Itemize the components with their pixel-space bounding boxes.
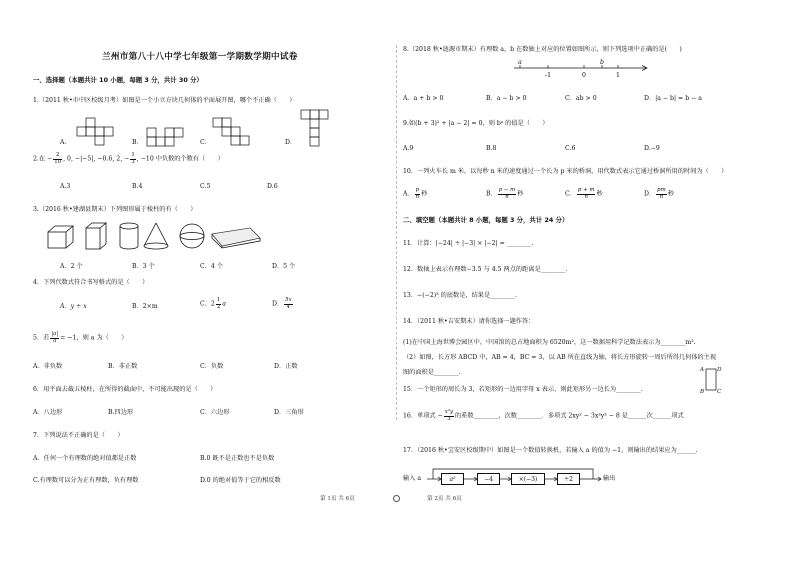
q5-option-d[interactable]: D．正数 bbox=[274, 363, 298, 370]
question-1: 1.（2011 秋•市中区校级月考）如图是一个小立方块几何体的平面展开图，哪个不正确（ ） bbox=[33, 97, 296, 104]
question-14-part-2-cont: 图的面积是________. bbox=[403, 369, 461, 376]
question-7: 7．下列说法不正确的是（ ） bbox=[33, 432, 124, 439]
q4-option-b[interactable]: B．2×m bbox=[132, 303, 158, 310]
question-16: 16．单项式 − $\frac{\text{x²y}}{3}$ 的系数________，次数________．多项式 2xy² − 3x²y³ − 8 是______次______项式 bbox=[403, 409, 684, 422]
question-2: 2.在 − $\frac{2}{10}$ , 0, −|−5|, −0.6, 2, − $\frac{1}{3}$ , −10 中负数的个数有（ ） bbox=[33, 152, 224, 165]
q1-option-b[interactable]: B． bbox=[132, 139, 143, 146]
q10-option-c[interactable]: C． $\frac{p + m}{n}$ 秒 bbox=[565, 187, 603, 200]
left-page-footer: 第 1页 共 6页 bbox=[320, 496, 355, 502]
net-figure-d bbox=[300, 108, 330, 152]
q8-option-a[interactable]: A．a + b > 0 bbox=[403, 95, 444, 102]
question-3: 3.（2016 秋•建湖县期末）下列图形属于棱柱的有（ ） bbox=[33, 206, 197, 213]
question-17: 17．（2016 秋•宝安区校级期中）如图是一个数值转换机，若输入 a 的值为 −1，则输出的结果应为______. bbox=[403, 447, 698, 454]
machine-step-minus-4: −4 bbox=[477, 473, 500, 485]
q6-option-a[interactable]: A．八边形 bbox=[33, 409, 63, 416]
q6-option-d[interactable]: D．三角形 bbox=[274, 409, 304, 416]
q3-option-d[interactable]: D．5 个 bbox=[272, 263, 296, 270]
machine-step-times-minus-3: ×(−3) bbox=[511, 473, 545, 485]
sphere-figure bbox=[178, 222, 206, 250]
q5-option-a[interactable]: A．非负数 bbox=[33, 363, 63, 370]
question-14-part-1: (1)在中国上海世博会园区中，中国馆的总占地面积为 6520m²，这一数据用科学记数法表示为________m². bbox=[403, 339, 696, 346]
q8-option-c[interactable]: C．ab > 0 bbox=[565, 95, 597, 102]
cylinder-figure bbox=[118, 221, 140, 251]
q2-option-a[interactable]: A.3 bbox=[60, 183, 71, 190]
exam-title: 兰州市第八十八中学七年级第一学期数学期中试卷 bbox=[102, 52, 298, 62]
machine-step-square: a² bbox=[441, 473, 464, 485]
number-line-label-a: a bbox=[518, 59, 522, 66]
question-13: 13．−(−2)³ 的底数是，结果是________. bbox=[403, 292, 517, 299]
machine-input-label: 输入 a bbox=[403, 475, 422, 482]
q7-option-b[interactable]: B.0 既不是正数也不是负数 bbox=[200, 455, 275, 462]
q1-option-c[interactable]: C． bbox=[200, 139, 211, 146]
question-12: 12．数轴上表示有理数−3.5 与 4.5 两点的距离是________. bbox=[403, 266, 568, 273]
number-line-tick-minus-1: -1 bbox=[544, 72, 552, 79]
number-line-figure bbox=[512, 58, 652, 82]
q5-option-c[interactable]: C．负数 bbox=[200, 363, 224, 370]
right-page-footer: 第 2页 共 6页 bbox=[427, 496, 462, 502]
rect-label-c: C bbox=[717, 389, 722, 395]
net-figure-a bbox=[76, 116, 126, 148]
question-14: 14．（2011 秋•吉安期末）请你选择一题作答： bbox=[403, 318, 535, 325]
machine-step-divide-2: ÷2 bbox=[557, 473, 580, 485]
section-1-heading: 一、选择题（本题共计 10 小题，每题 3 分，共计 30 分） bbox=[33, 76, 203, 84]
q10-option-a[interactable]: A． $\frac{p}{n}$ 秒 bbox=[403, 187, 428, 200]
cuboid-figure bbox=[84, 221, 110, 251]
q3-option-b[interactable]: B．3 个 bbox=[132, 263, 155, 270]
q7-option-a[interactable]: A．任何一个有理数的绝对值都是正数 bbox=[33, 455, 137, 462]
net-figure-c bbox=[212, 116, 262, 150]
q4-option-d[interactable]: D． $\frac{5x}{4}$ bbox=[272, 297, 292, 310]
triangular-prism-figure bbox=[210, 224, 262, 250]
q2-option-c[interactable]: C.5 bbox=[200, 183, 211, 190]
q3-option-c[interactable]: C．4 个 bbox=[200, 263, 224, 270]
q5-option-b[interactable]: B．非正数 bbox=[108, 363, 138, 370]
cone-figure bbox=[141, 221, 171, 251]
question-6: 6．用平面去截五棱柱，在所得的截面中，不可能出现的是（ ） bbox=[33, 386, 217, 393]
right-page bbox=[397, 0, 794, 561]
q7-option-c[interactable]: C.有理数可以分为正有理数，负有理数 bbox=[33, 477, 139, 484]
rect-label-d: D bbox=[717, 367, 722, 373]
number-line-tick-0: 0 bbox=[582, 72, 586, 79]
q10-option-d[interactable]: D． $\frac{pm}{n}$ 秒 bbox=[644, 187, 674, 200]
q1-option-a[interactable]: A． bbox=[60, 139, 71, 146]
q9-option-b[interactable]: B.8 bbox=[486, 145, 497, 152]
number-line-label-b: b bbox=[600, 59, 604, 66]
question-5: 5．若 $\frac{|a|}{a}$ = −1，则 a 为（ ） bbox=[33, 331, 128, 344]
machine-output-label: 输出 bbox=[603, 475, 616, 482]
question-10: 10．一列火车长 m 米，以每秒 n 米的速度通过一个长为 p 米的桥洞，用代数式表示它通过桥洞所用的时间为（ ） bbox=[403, 168, 728, 175]
q2-option-d[interactable]: D.6 bbox=[267, 183, 278, 190]
q8-option-d[interactable]: D．|a − b| = b − a bbox=[644, 95, 702, 102]
cube-figure bbox=[46, 224, 76, 250]
q10-option-b[interactable]: B． $\frac{p - m}{n}$ 秒 bbox=[486, 187, 524, 200]
q6-option-c[interactable]: C．六边形 bbox=[200, 409, 230, 416]
q6-option-b[interactable]: B.四边形 bbox=[108, 409, 134, 416]
q9-option-a[interactable]: A.9 bbox=[403, 145, 414, 152]
rect-label-a: A bbox=[700, 367, 705, 373]
q8-option-b[interactable]: B．a − b > 0 bbox=[486, 95, 527, 102]
section-2-heading: 二、填空题（本题共计 8 小题，每题 3 分，共计 24 分） bbox=[403, 216, 569, 224]
question-14-part-2: （2）如图，长方形 ABCD 中，AB = 4，BC = 3，以 AB 所在直线为轴，将长方形旋转一周后所得几何体的主视 bbox=[403, 354, 717, 361]
question-4: 4．下列代数式符合书写格式的是（ ） bbox=[33, 279, 149, 286]
question-8: 8.（2018 秋•涟源市期末）有理数 a，b 在数轴上对应的位置如图所示，则下列选项中正确的是( ) bbox=[403, 46, 682, 53]
q9-option-d[interactable]: D.−9 bbox=[644, 145, 660, 152]
q1-option-d[interactable]: D． bbox=[285, 139, 297, 146]
rectangle-abcd-figure bbox=[699, 364, 723, 394]
q7-option-d[interactable]: D.0 的绝对值等于它的相反数 bbox=[200, 477, 281, 484]
q3-option-a[interactable]: A．2 个 bbox=[60, 263, 83, 270]
question-15: 15．一个矩形的周长为 3，若矩形的一边用字母 x 表示，则此矩形另一边长为________. bbox=[403, 386, 643, 393]
rect-label-b: B bbox=[700, 389, 705, 395]
q2-option-b[interactable]: B.4 bbox=[132, 183, 143, 190]
question-11: 11．计算：|−24| ÷ |−3| × |−2| = ________. bbox=[403, 240, 534, 247]
question-9: 9.如(b + 3)² + |a − 2| = 0，则 bᵃ 的值是（ ） bbox=[403, 120, 549, 127]
q4-option-a[interactable]: A．y ÷ x bbox=[60, 303, 87, 310]
net-figure-b bbox=[146, 126, 196, 150]
number-line-tick-1: 1 bbox=[616, 72, 620, 79]
q9-option-c[interactable]: C.6 bbox=[565, 145, 576, 152]
q4-option-c[interactable]: C．2 $\frac{1}{2}$ a bbox=[200, 297, 226, 310]
